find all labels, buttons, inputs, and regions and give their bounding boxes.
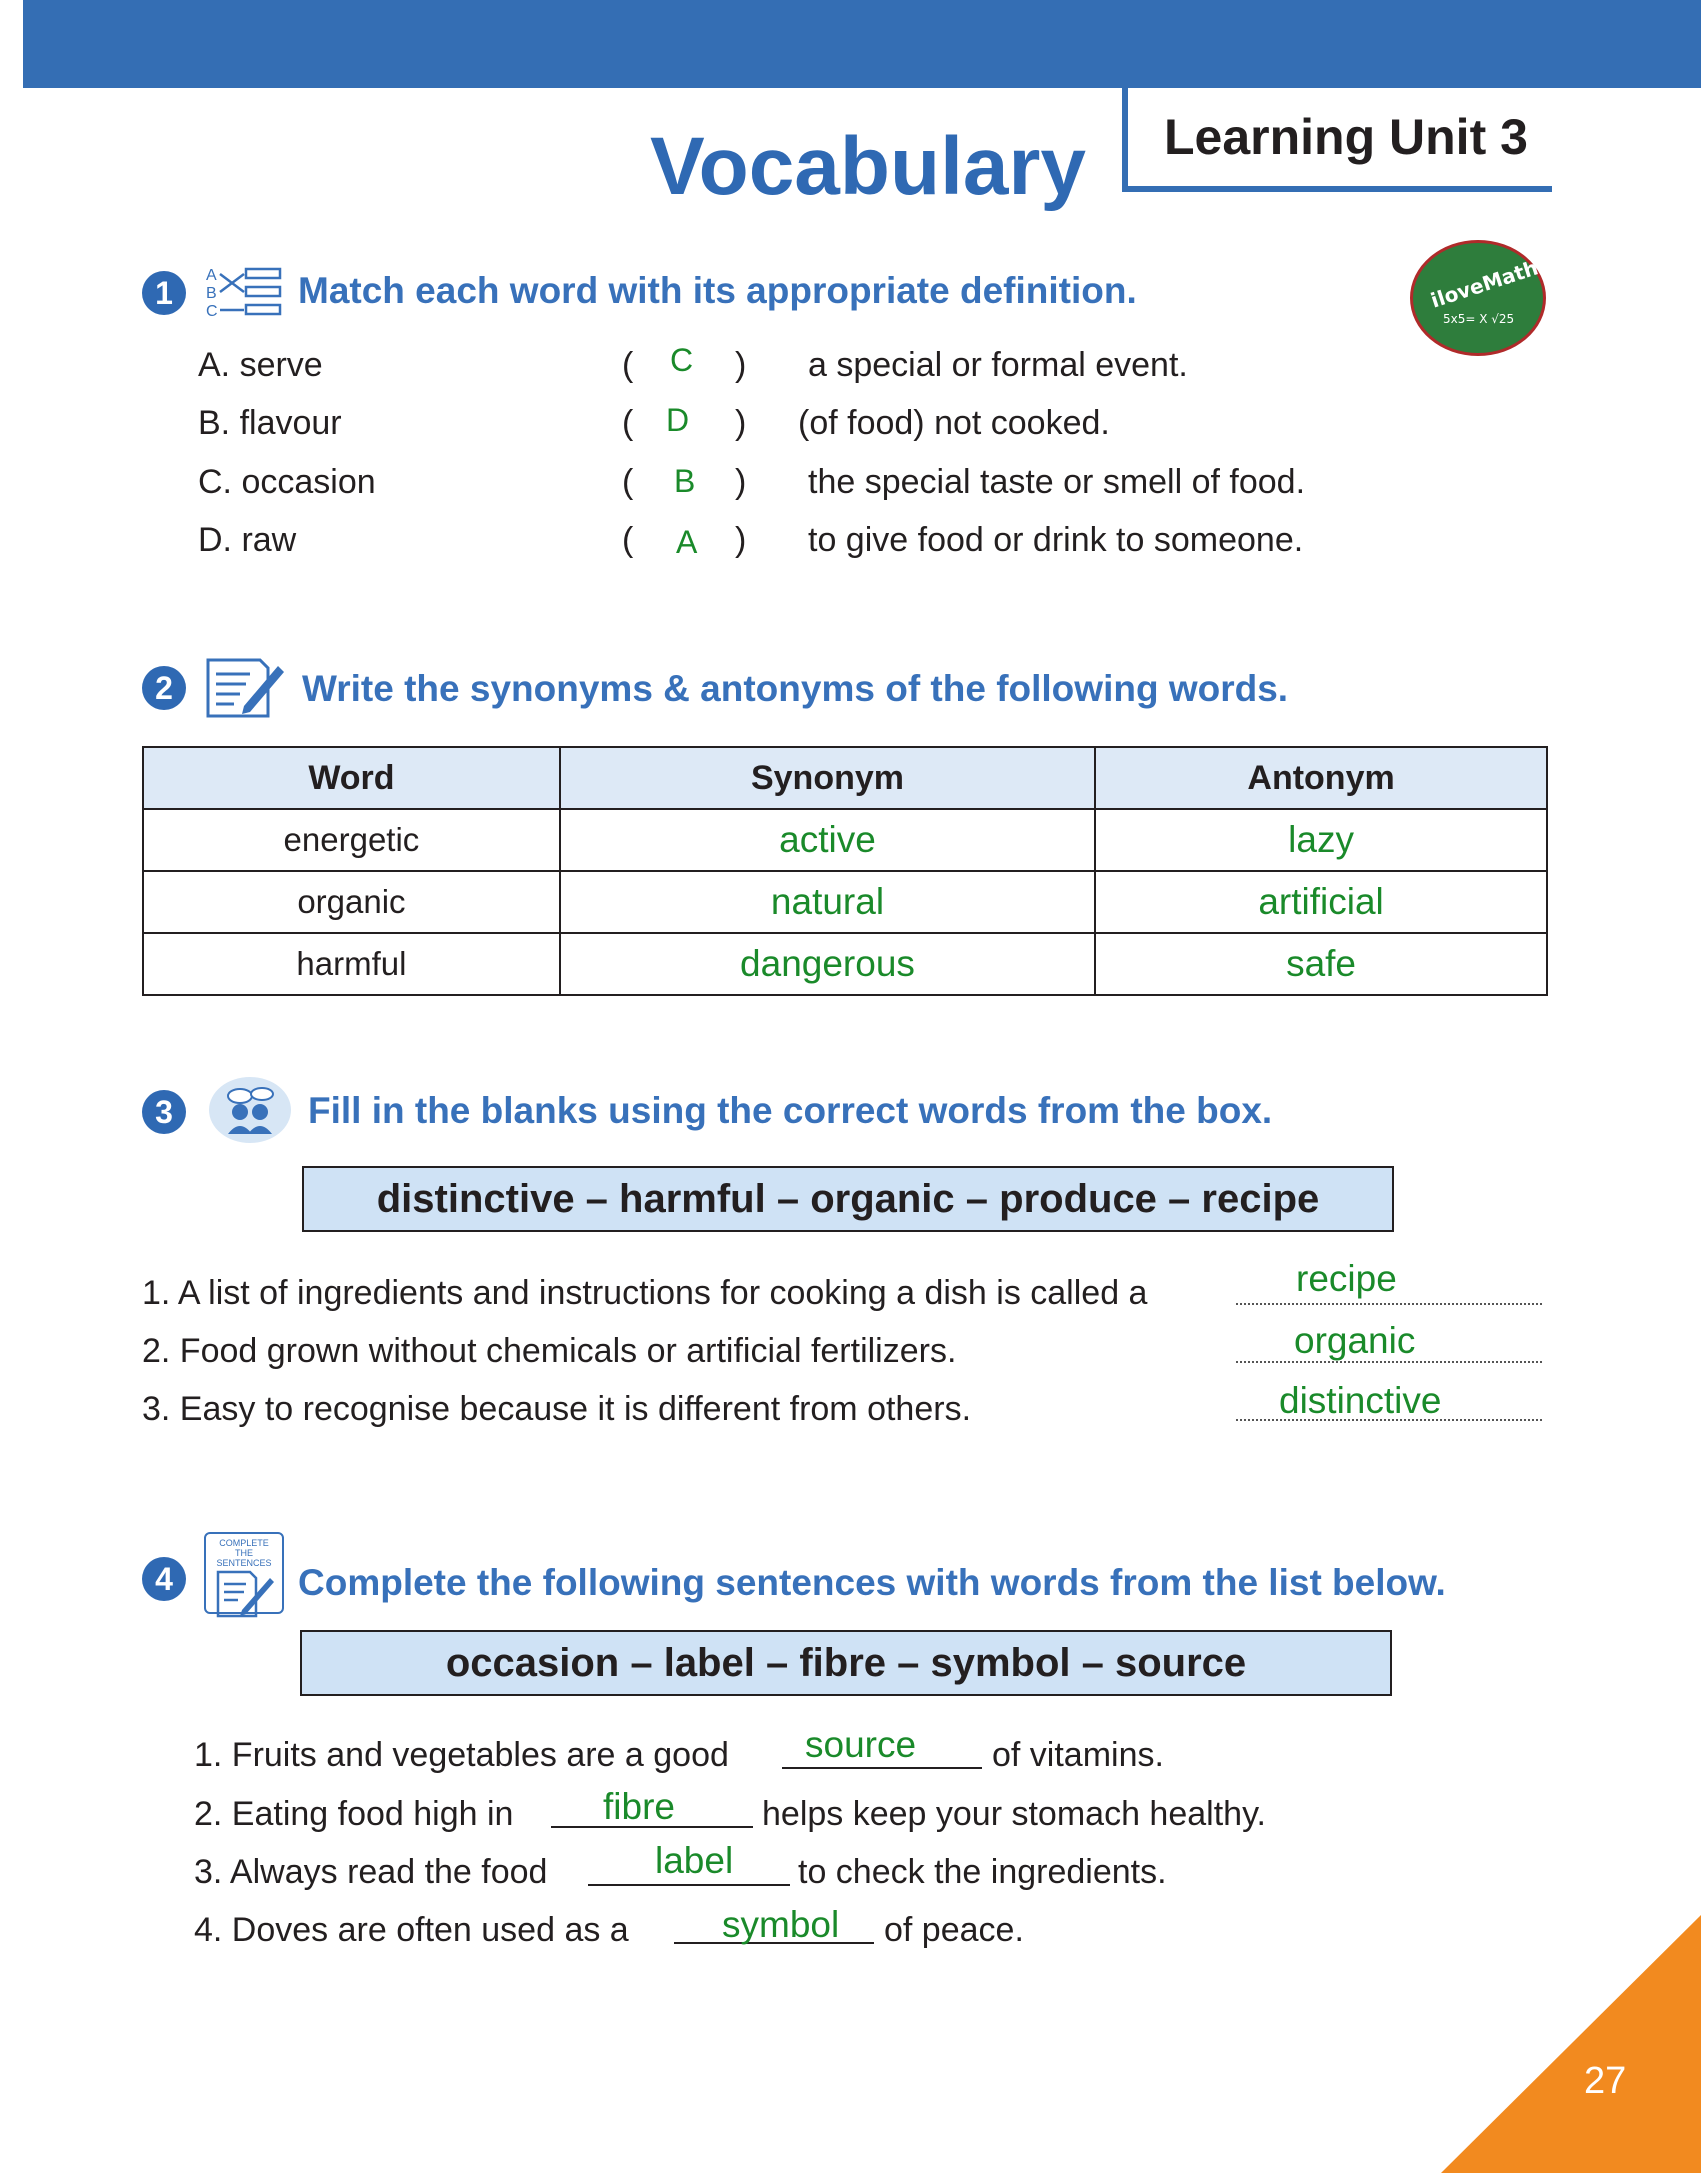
synonym-cell[interactable]: active: [560, 809, 1095, 871]
match-definition: (of food) not cooked.: [798, 404, 1110, 442]
antonym-cell[interactable]: artificial: [1095, 871, 1547, 933]
svg-text:A: A: [206, 267, 217, 284]
answer-blank: [1236, 1303, 1542, 1305]
fill-answer[interactable]: distinctive: [1279, 1380, 1442, 1421]
header-bar: [23, 0, 1701, 88]
match-answer[interactable]: C: [670, 342, 694, 378]
fill-answer[interactable]: recipe: [1296, 1258, 1397, 1299]
fill-sentence: 3. Easy to recognise because it is different from others.: [142, 1390, 972, 1428]
sentence-start: 1. Fruits and vegetables are a good: [194, 1736, 729, 1774]
word-list-box: occasion – label – fibre – symbol – source: [300, 1630, 1392, 1696]
paren-open: (: [622, 346, 634, 384]
logo: [1410, 240, 1581, 356]
word-cell: harmful: [143, 933, 560, 995]
answer-blank: [588, 1884, 790, 1886]
paren-close: ): [735, 404, 747, 442]
synonym-cell[interactable]: dangerous: [560, 933, 1095, 995]
table-row: [143, 933, 1547, 995]
pencil-paper-icon: [206, 1568, 282, 1620]
sentence-answer[interactable]: source: [805, 1724, 917, 1765]
match-word: A. serve: [198, 346, 323, 384]
antonym-cell[interactable]: lazy: [1095, 809, 1547, 871]
svg-text:B: B: [206, 285, 217, 302]
logo-badge-icon: [1413, 242, 1581, 353]
word-cell: organic: [143, 871, 560, 933]
page-corner: [1441, 1915, 1701, 2173]
match-definition: to give food or drink to someone.: [808, 521, 1304, 559]
match-word: C. occasion: [198, 463, 376, 501]
section-2-instruction: Write the synonyms & antonyms of the following words.: [302, 668, 1289, 709]
word-cell: energetic: [143, 809, 560, 871]
svg-text:C: C: [206, 303, 218, 320]
match-definition: a special or formal event.: [808, 346, 1188, 384]
sentence-answer[interactable]: label: [655, 1840, 734, 1881]
paren-close: ): [735, 521, 747, 559]
match-answer[interactable]: B: [674, 463, 696, 499]
word-bank-box: distinctive – harmful – organic – produce – recipe: [302, 1166, 1394, 1232]
match-word: D. raw: [198, 521, 297, 559]
sentence-end: helps keep your stomach healthy.: [762, 1795, 1266, 1833]
sentence-answer[interactable]: fibre: [603, 1786, 675, 1827]
sentence-end: of peace.: [884, 1911, 1024, 1949]
table-row: [143, 871, 1547, 933]
table-header-row: [143, 747, 1547, 809]
logo-math-doodle: 5x5= X √25: [1443, 312, 1515, 326]
section-2-number: 2: [142, 666, 186, 710]
section-1-number: 1: [142, 271, 186, 315]
sentence-start: 4. Doves are often used as a: [194, 1911, 629, 1949]
section-3-number: 3: [142, 1090, 186, 1134]
sentence-start: 3. Always read the food: [194, 1853, 548, 1891]
sentence-end: of vitamins.: [992, 1736, 1164, 1774]
match-definition: the special taste or smell of food.: [808, 463, 1306, 501]
discussion-icon: [208, 1076, 292, 1144]
match-answer[interactable]: D: [666, 402, 690, 438]
sentence-start: 2. Eating food high in: [194, 1795, 514, 1833]
section-1-instruction: Match each word with its appropriate definition.: [298, 270, 1137, 311]
section-4-instruction: Complete the following sentences with words from the list below.: [298, 1562, 1446, 1603]
section-3-instruction: Fill in the blanks using the correct words from the box.: [308, 1090, 1273, 1131]
table-row: [143, 809, 1547, 871]
page-number: 27: [1584, 2060, 1627, 2102]
sentence-end: to check the ingredients.: [798, 1853, 1167, 1891]
sentence-answer[interactable]: symbol: [722, 1904, 840, 1945]
complete-sentences-icon: [204, 1532, 284, 1614]
synonym-cell[interactable]: natural: [560, 871, 1095, 933]
logo-text: iloveMath158: [1427, 242, 1581, 313]
paren-open: (: [622, 463, 634, 501]
answer-blank: [782, 1767, 982, 1769]
column-header: Antonym: [1095, 747, 1547, 809]
page-title: Vocabulary: [650, 121, 1086, 212]
antonym-cell[interactable]: safe: [1095, 933, 1547, 995]
paren-close: ): [735, 346, 747, 384]
matching-icon: [204, 264, 284, 320]
synonym-antonym-table: [142, 746, 1548, 996]
section-4-number: 4: [142, 1557, 186, 1601]
fill-sentence: 1. A list of ingredients and instructions for cooking a dish is called a: [142, 1274, 1148, 1312]
paren-open: (: [622, 521, 634, 559]
fill-answer[interactable]: organic: [1294, 1320, 1416, 1361]
column-header: Word: [143, 747, 560, 809]
paren-open: (: [622, 404, 634, 442]
column-header: Synonym: [560, 747, 1095, 809]
icon-caption: COMPLETE THE SENTENCES: [216, 1538, 272, 1568]
paren-close: ): [735, 463, 747, 501]
match-word: B. flavour: [198, 404, 342, 442]
fill-sentence: 2. Food grown without chemicals or artificial fertilizers.: [142, 1332, 957, 1370]
writing-icon: [204, 654, 286, 720]
unit-label: Learning Unit 3: [1164, 109, 1528, 165]
match-answer[interactable]: A: [676, 524, 698, 560]
